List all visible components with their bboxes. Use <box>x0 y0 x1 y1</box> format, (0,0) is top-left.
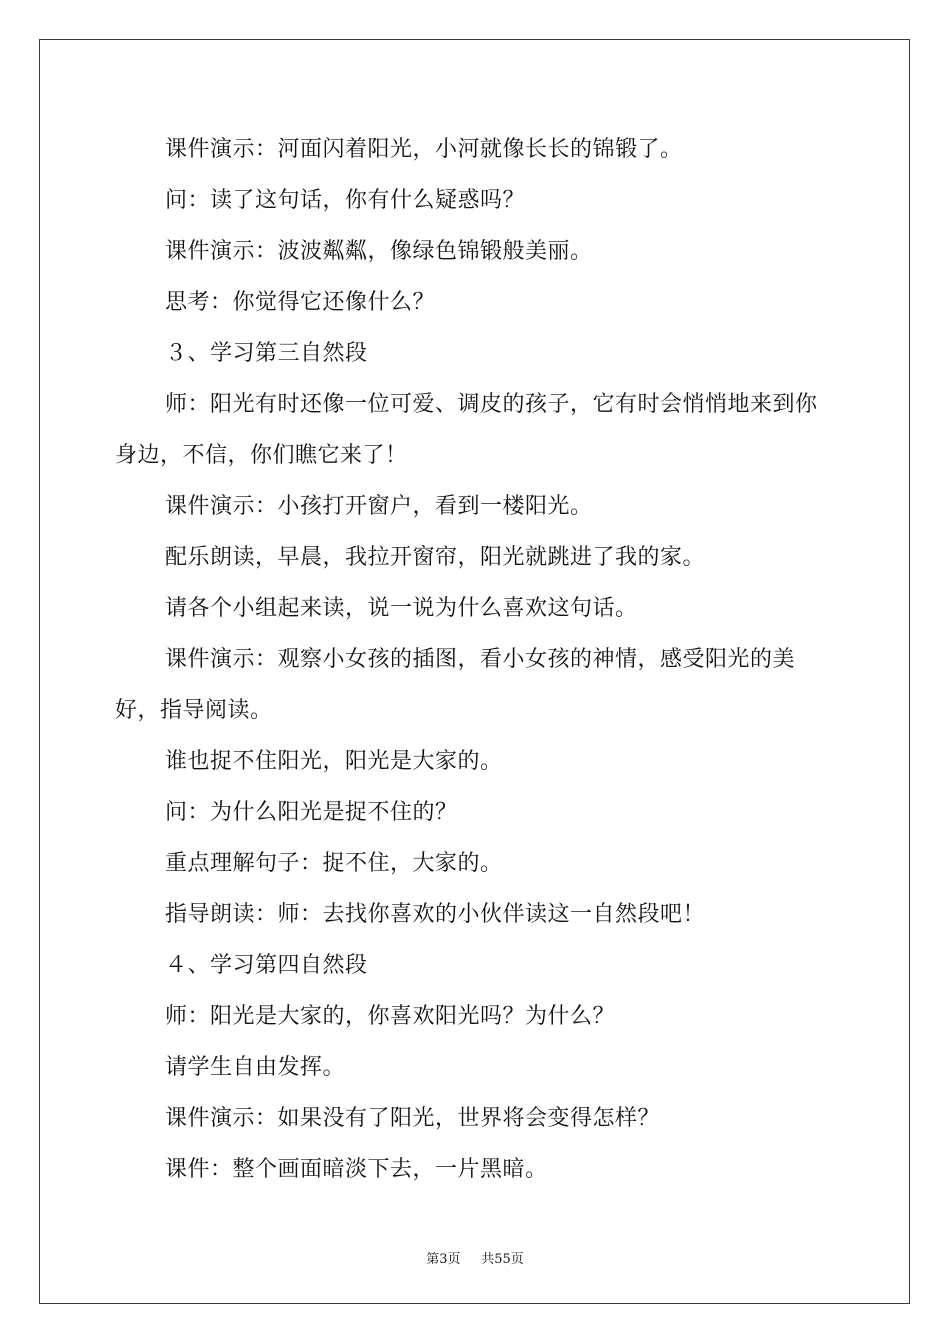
page-footer <box>0 1248 950 1267</box>
paragraph: 课件演示：小孩打开窗户，看到一楼阳光。 <box>165 494 593 519</box>
paragraph: 思考：你觉得它还像什么？ <box>165 290 436 315</box>
paragraph: 问：为什么阳光是捉不住的？ <box>165 800 458 825</box>
paragraph: 问：读了这句话，你有什么疑惑吗？ <box>165 188 526 213</box>
paragraph: 谁也捉不住阳光，阳光是大家的。 <box>165 749 503 774</box>
section-heading: ３、学习第三自然段 <box>165 341 368 366</box>
paragraph: 配乐朗读，早晨，我拉开窗帘，阳光就跳进了我的家。 <box>165 545 706 570</box>
paragraph: 课件：整个画面暗淡下去，一片黑暗。 <box>165 1157 548 1182</box>
page-number: 第3页 <box>426 1252 461 1267</box>
section-heading: ４、学习第四自然段 <box>165 953 368 978</box>
paragraph: 课件演示：如果没有了阳光，世界将会变得怎样？ <box>165 1106 661 1131</box>
paragraph: 请学生自由发挥。 <box>165 1055 346 1080</box>
paragraph: 课件演示：观察小女孩的插图，看小女孩的神情，感受阳光的美好，指导阅读。 <box>115 647 796 723</box>
paragraph: 课件演示：波波粼粼，像绿色锦锻般美丽。 <box>165 239 593 264</box>
paragraph: 重点理解句子：捉不住，大家的。 <box>165 851 503 876</box>
document-body <box>115 124 837 1195</box>
paragraph: 师：阳光有时还像一位可爱、调皮的孩子，它有时会悄悄地来到你身边，不信，你们瞧它来了！ <box>115 392 818 468</box>
paragraph: 课件演示：河面闪着阳光，小河就像长长的锦锻了。 <box>165 137 683 162</box>
paragraph: 指导朗读：师：去找你喜欢的小伙伴读这一自然段吧！ <box>165 902 706 927</box>
total-pages: 共55页 <box>481 1252 524 1267</box>
footer-spacer <box>465 1252 477 1267</box>
paragraph: 请各个小组起来读，说一说为什么喜欢这句话。 <box>165 596 638 621</box>
paragraph: 师：阳光是大家的，你喜欢阳光吗？为什么？ <box>165 1004 616 1029</box>
